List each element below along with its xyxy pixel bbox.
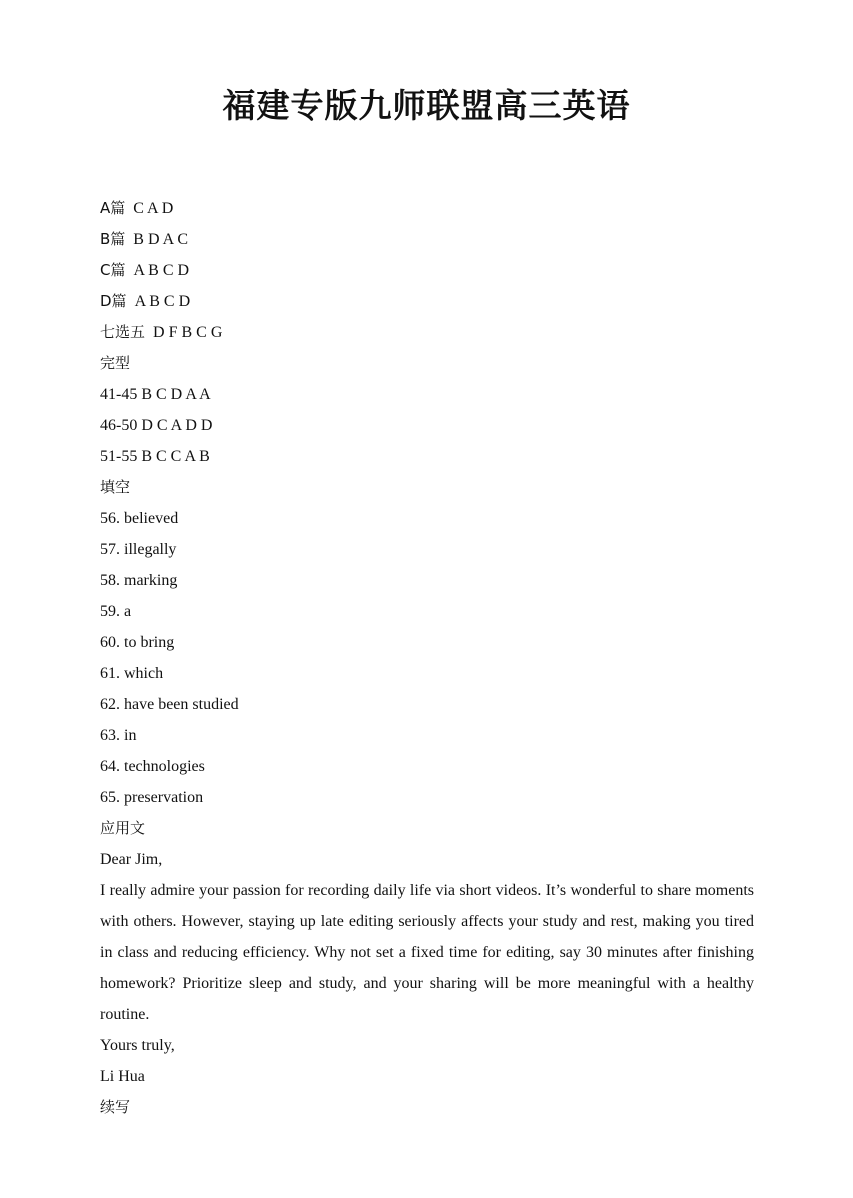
letter-signature: Li Hua xyxy=(100,1068,145,1085)
fill-in-item: 64. technologies xyxy=(100,758,205,775)
answer-content xyxy=(100,193,754,1123)
reading-label: B篇 xyxy=(100,230,126,248)
fill-in-item: 60. to bring xyxy=(100,634,175,651)
reading-answers: B D A C xyxy=(133,231,188,248)
reading-label: C篇 xyxy=(100,261,126,279)
reading-answers: A B C D xyxy=(134,293,191,310)
reading-row-d xyxy=(100,286,754,317)
fill-in-item: 58. marking xyxy=(100,572,178,589)
reading-answers: D F B C G xyxy=(153,324,223,341)
reading-row-seven-choose-five xyxy=(100,317,754,348)
cloze-heading: 完型 xyxy=(100,354,131,372)
reading-row-c xyxy=(100,255,754,286)
fill-in-item: 57. illegally xyxy=(100,541,177,558)
reading-answers: C A D xyxy=(133,200,174,217)
page-title: 福建专版九师联盟高三英语 xyxy=(222,86,631,125)
reading-label: A篇 xyxy=(100,199,126,217)
fill-in-item: 59. a xyxy=(100,603,132,620)
fill-in-item: 65. preservation xyxy=(100,789,204,806)
letter-body: I really admire your passion for recording daily life via short videos. It’s wonderful to share moments with others. However, staying up late editing seriously affects your study and rest, making you tired in class and reducing efficiency. Why not set a fixed time for editing, say 30 minutes after finishing homework? Prioritize sleep and study, and your sharing will be more meaningful with a healthy routine. xyxy=(100,882,754,1023)
reading-answers: A B C D xyxy=(133,262,190,279)
writing-heading: 应用文 xyxy=(100,819,146,837)
cloze-row: 46-50 D C A D D xyxy=(100,417,213,434)
cloze-row: 41-45 B C D A A xyxy=(100,386,211,403)
fill-in-item: 56. believed xyxy=(100,510,179,527)
fill-in-heading: 填空 xyxy=(100,478,131,496)
fill-in-item: 61. which xyxy=(100,665,164,682)
letter-closing: Yours truly, xyxy=(100,1037,175,1054)
reading-label: D篇 xyxy=(100,292,127,310)
reading-row-b xyxy=(100,224,754,255)
cloze-row: 51-55 B C C A B xyxy=(100,448,210,465)
letter-greeting: Dear Jim, xyxy=(100,851,163,868)
continuation-heading: 续写 xyxy=(100,1098,131,1116)
reading-row-a xyxy=(100,193,754,224)
fill-in-item: 63. in xyxy=(100,727,137,744)
fill-in-item: 62. have been studied xyxy=(100,696,239,713)
reading-label: 七选五 xyxy=(100,323,146,341)
